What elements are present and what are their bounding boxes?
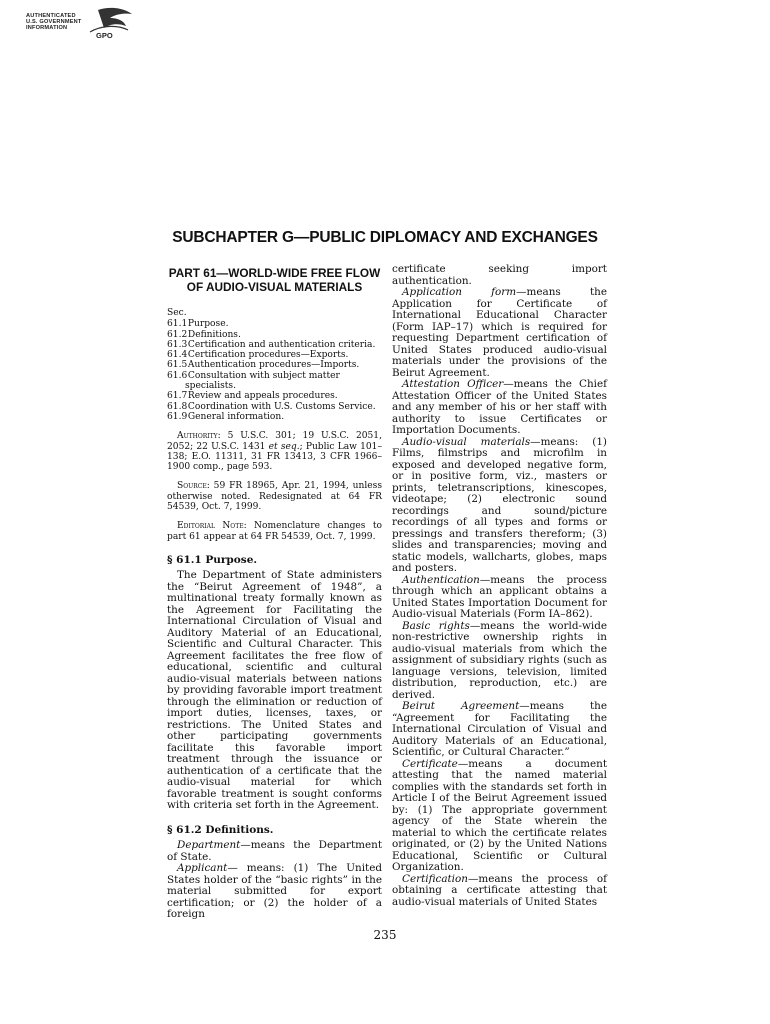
right-column xyxy=(392,264,607,908)
definition-term: Beirut Agreement xyxy=(402,700,520,712)
definition-paragraph xyxy=(167,863,382,921)
page-number: 235 xyxy=(373,928,397,942)
toc-item-number: 61.7 xyxy=(167,391,188,402)
toc-item-text: Authentication procedures—Imports. xyxy=(187,360,360,371)
section-61-1-heading: § 61.1 Purpose. xyxy=(167,553,258,566)
toc-item-number: 61.3 xyxy=(167,339,188,350)
definition-term: Application form xyxy=(402,286,517,298)
definition-paragraph xyxy=(392,621,607,702)
editorial-note xyxy=(167,521,382,542)
definition-term: Attestation Officer xyxy=(402,378,504,390)
toc-item[interactable] xyxy=(167,402,382,412)
definition-paragraph xyxy=(392,759,607,874)
seal-gpo-label: GPO xyxy=(96,31,113,40)
definition-paragraph xyxy=(392,874,607,909)
definition-paragraph xyxy=(392,437,607,575)
authority-label: Authority: xyxy=(177,431,221,442)
section-61-1-text: The Department of State administers the “Beirut Agreement of 1948”, a multinational treaty formally known as the Agreement for Facilitating the International Circulation of Visual and Auditory Material of an Educational, Scientific and Cultural Character. This Agreement facilitates the free flow of educational, scientific and cultural audio-visual materials between nations by providing favorable import treatment through the elimination or reduction of import duties, licenses, taxes, or restrictions. The United States and other participating governments facilitate this favorable import treatment through the issuance or authentication of a certificate that the audio-visual material for which favorable treatment is sought conforms with criteria set forth in the Agreement. xyxy=(167,569,382,812)
definition-text: —means the Chief Attestation Officer of the United States and any member of his or her staff with authority to issue Certificates or Importation Documents. xyxy=(392,378,607,436)
source-label: Source: xyxy=(177,481,210,492)
authority-text-b: ; Public Law 101–138; E.O. 11311, 31 FR 13413, 3 CFR 1966–1900 comp., page 593. xyxy=(167,441,383,473)
definition-term: Certification xyxy=(402,872,468,885)
definition-text: —means: (1) Films, filmstrips and microfilm in exposed and developed negative form, or in positive form, viz., masters or prints, teletranscriptions, kinescopes, videotape; (2) electronic sound recordings and sound/picture recordings of all types and forms or pressings and transfers thereform; (3) slides and transparencies; moving and static models, wallcharts, globes, maps and posters. xyxy=(392,435,607,574)
definition-text: —means the process through which an applicant obtains a United States Importation Document for Audio-visual Materials (Form IA–862). xyxy=(392,573,607,620)
seal-line-3: INFORMATION xyxy=(26,25,68,31)
toc-item-number: 61.4 xyxy=(167,350,188,361)
authority-text-a: 5 U.S.C. 301; 19 U.S.C. 2051, 2052; 22 U.S.C. 1431 xyxy=(167,431,382,452)
definition-term: Authentication xyxy=(402,573,480,586)
toc-item-text: Certification procedures—Exports. xyxy=(187,350,349,361)
continuation-text: certificate seeking import authentication. xyxy=(392,263,607,287)
definition-term: Certificate xyxy=(402,757,458,770)
toc-item[interactable] xyxy=(167,330,382,340)
section-61-2-heading: § 61.2 Definitions. xyxy=(167,823,274,836)
source-note xyxy=(167,481,382,512)
part-title: PART 61—WORLD-WIDE FREE FLOW OF AUDIO-VISUAL MATERIALS xyxy=(168,266,381,294)
left-column xyxy=(167,264,382,921)
toc-item[interactable] xyxy=(167,391,382,401)
seal-line-2: U.S. GOVERNMENT xyxy=(26,19,82,25)
definition-text: —means the Application for Certificate of International Educational Character (Form IAP–17) which is required for requesting Department certification of United States produced audio-visual materials under the provisions of the Beirut Agreement. xyxy=(392,286,608,379)
definition-paragraph xyxy=(392,287,607,379)
toc-item-text: Certification and authentication criteria. xyxy=(187,339,376,350)
toc-item[interactable] xyxy=(167,350,382,360)
toc-item-text: Consultation with subject matter specialists. xyxy=(185,370,340,392)
toc-item-number: 61.6 xyxy=(167,370,188,381)
toc-item-text: Definitions. xyxy=(187,329,241,340)
definition-term: Applicant xyxy=(177,862,228,875)
definition-text: —means the “Agreement for Facilitating the International Circulation of Visual and Auditory Materials of an Educational, Scientific, or Cultural Character.” xyxy=(392,700,607,758)
toc-item-number: 61.5 xyxy=(167,360,188,371)
definition-text: —means a document attesting that the named material complies with the standards set forth in Article I of the Beirut Agreement issued by: (1) The appropriate government agency of the State wherein the material to which the certificate relates originated, or (2) by the United Nations Educational, Scientific or Cultural Organization. xyxy=(392,757,607,873)
toc-item[interactable] xyxy=(167,371,382,392)
definition-paragraph xyxy=(392,379,607,437)
toc-item-number: 61.1 xyxy=(167,319,188,330)
definition-paragraph xyxy=(392,575,607,621)
definition-text: — means: (1) The United States holder of the “basic rights” in the material submitted for export certification; or (2) the holder of a foreign xyxy=(167,862,382,921)
toc-item-text: Coordination with U.S. Customs Service. xyxy=(187,401,376,412)
seal-line-1: AUTHENTICATED xyxy=(26,13,76,19)
subchapter-title: SUBCHAPTER G—PUBLIC DIPLOMACY AND EXCHANGES xyxy=(172,229,598,246)
gpo-authentication-seal xyxy=(20,6,150,46)
authority-note xyxy=(167,431,382,472)
toc-item-number: 61.8 xyxy=(167,401,188,412)
toc-item-number: 61.9 xyxy=(167,411,188,422)
toc-item[interactable] xyxy=(167,360,382,370)
contents-sec-label: Sec. xyxy=(167,308,187,318)
toc-item-number: 61.2 xyxy=(167,329,188,340)
definition-text: —means the process of obtaining a certificate attesting that audio-visual materials of United States xyxy=(392,872,607,908)
toc-item-text: General information. xyxy=(187,411,285,422)
editorial-text: Nomenclature changes to part 61 appear at 64 FR 54539, Oct. 7, 1999. xyxy=(167,521,382,542)
definition-paragraph xyxy=(167,840,382,863)
editorial-label: Editorial Note: xyxy=(177,521,247,532)
definition-term: Basic rights xyxy=(402,619,470,632)
definition-term: Audio-visual materials xyxy=(402,435,531,448)
source-text: 59 FR 18965, Apr. 21, 1994, unless otherwise noted. Redesignated at 64 FR 54539, Oct. 7, 1999. xyxy=(167,481,382,513)
toc-item-text: Review and appeals procedures. xyxy=(187,391,338,402)
definition-text: —means the Department of State. xyxy=(167,839,382,863)
toc-item-text: Purpose. xyxy=(187,319,229,330)
toc-item[interactable] xyxy=(167,340,382,350)
toc-item[interactable] xyxy=(167,412,382,422)
toc-item[interactable] xyxy=(167,319,382,329)
definition-term: Department xyxy=(177,839,241,852)
authority-et-seq: et seq. xyxy=(268,441,300,452)
definition-text: —means the world-wide non-restrictive ownership rights in audio-visual materials from which the assignment of subsidiary rights (such as language versions, television, limited distribution, reproduction, etc.) are derived. xyxy=(392,619,608,701)
definition-paragraph xyxy=(392,701,607,759)
table-of-contents xyxy=(167,308,382,422)
